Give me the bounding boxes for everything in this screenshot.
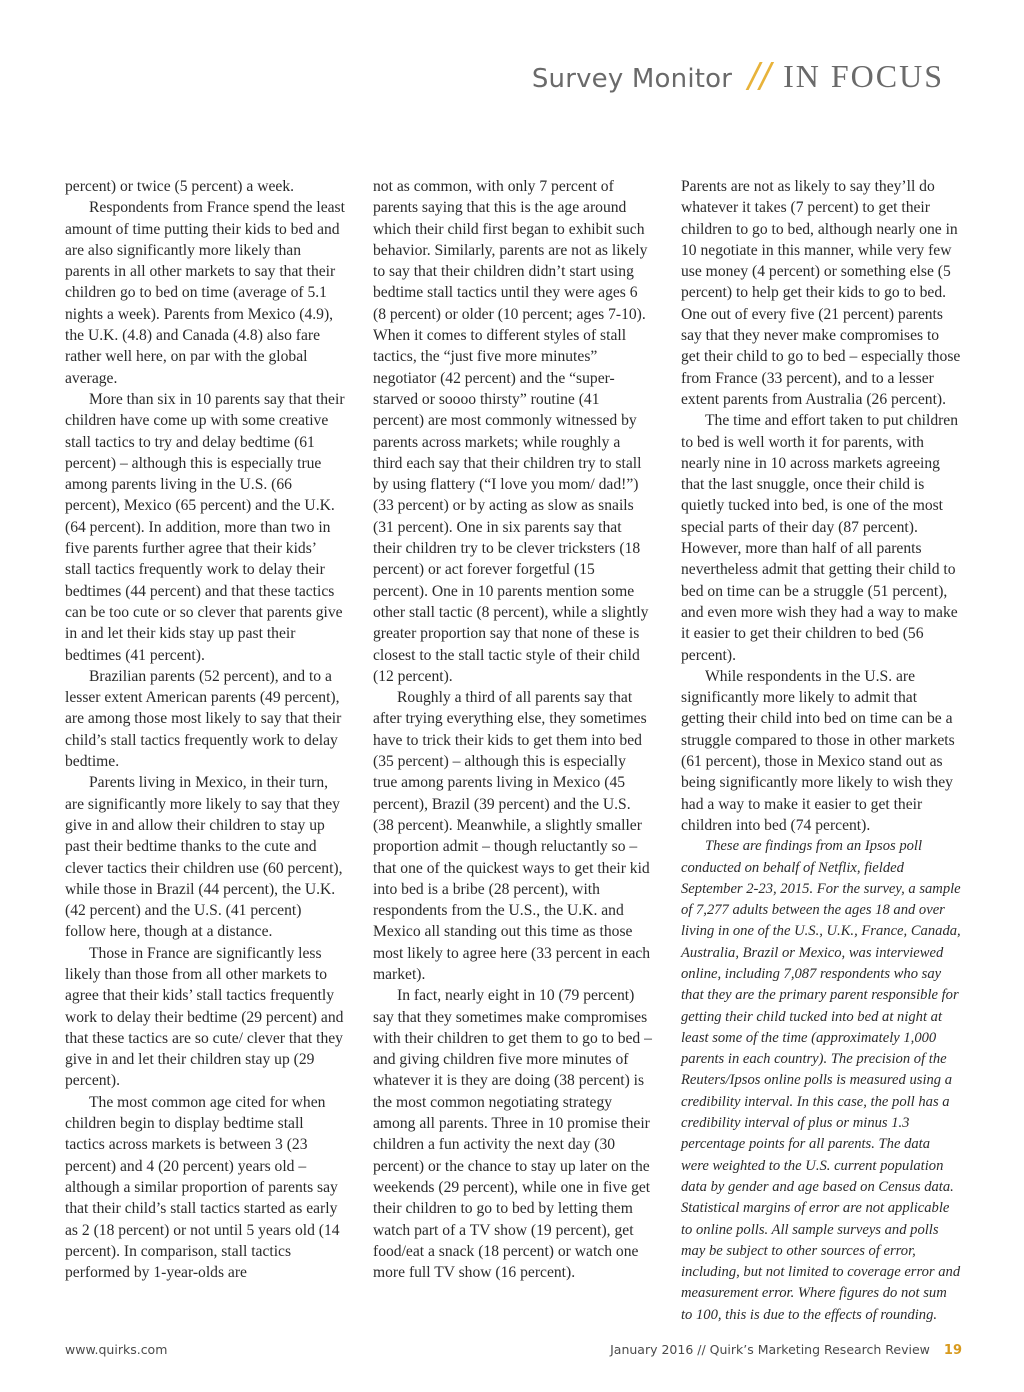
article-paragraph: Respondents from France spend the least amount of time putting their kids to bed and are also significantly more likely than parents in all other markets to say that their children go to bed on time (average of 5.1 nights a week). Parents from Mexico (4.9), the U.K. (4.8) and Canada (4.8) also fare rather well here, on par with the global average. (65, 199, 345, 387)
page-footer (65, 1342, 962, 1358)
article-paragraph: Roughly a third of all parents say that after trying everything else, they sometimes have to trick their kids to get them into bed (35 percent) – although this is especially true among parents living in Mexico (45 percent), Brazil (39 percent) and the U.S. (38 percent). Meanwhile, a slightly smaller proportion admit – though reluctantly so – that one of the quickest ways to get their kid into bed is a bribe (28 percent), with respondents from the U.S., the U.K. and Mexico all standing out this time as those most likely to agree here (33 percent in each market). (373, 689, 651, 983)
article-column-3 (681, 176, 961, 1326)
article-paragraph: More than six in 10 parents say that their children have come up with some creative stall tactics to try and delay bedtime (61 percent) – although this is especially true among parents living in the U.S. (66 percent), Mexico (65 percent) and the U.K. (64 percent). In addition, more than two in five parents further agree that their kids’ stall tactics frequently work to delay their bedtimes (44 percent) and that these tactics can be too cute or so clever that parents give in and let their kids stay up past their bedtimes (41 percent). (65, 390, 345, 664)
header-separator: // (748, 56, 772, 96)
article-paragraph: Brazilian parents (52 percent), and to a lesser extent American parents (49 percent), are among those most likely to say that their child’s stall tactics frequently work to delay bedtime. (65, 667, 342, 771)
article-paragraph: Those in France are significantly less likely than those from all other markets to agree that their kids’ stall tactics frequently work to delay their bedtime (29 percent) and that these tactics are so cute/ clever that they give in and let their children stay up (29 percent). (65, 944, 344, 1090)
article-paragraph: Parents are not as likely to say they’ll do whatever it takes (7 percent) to get their children to go to bed, although nearly one in 10 negotiate in this manner, while very few use money (4 percent) or something else (5 percent) to help get their kids to go to bed. One out of every five (21 percent) parents say that they never make compromises to get their child to go to bed – especially those from France (33 percent), and to a lesser extent parents from Australia (26 percent). (681, 178, 961, 408)
section-name: Survey Monitor (531, 64, 733, 94)
methodology-note: These are findings from an Ipsos poll conducted on behalf of Netflix, fielded September 2-23, 2015. For the survey, a sample of 7,277 adults between the ages 18 and over living in one of the U.S., U.K., France, Canada, Australia, Brazil or Mexico, was interviewed online, including 7,087 respondents who say that they are the primary parent responsible for getting their child tucked into bed at night at least some of the time (approximately 1,000 parents in each country). The precision of the Reuters/Ipsos online polls is measured using a credibility interval. In this case, the poll has a credibility interval of plus or minus 1.3 percentage points for all parents. The data were weighted to the U.S. current population data by gender and age based on Census data. Statistical margins of error are not applicable to online polls. All sample surveys and polls may be subject to other sources of error, including, but not limited to coverage error and measurement error. Where figures do not sum to 100, this is due to the effects of rounding. (681, 838, 961, 1323)
article-paragraph: The most common age cited for when children begin to display bedtime stall tactics across markets is between 3 (23 percent) and 4 (20 percent) years old – although a similar proportion of parents say that their child’s stall tactics started as early as 2 (18 percent) or not until 5 years old (14 percent). In comparison, stall tactics performed by 1-year-olds are (65, 1093, 340, 1282)
article-paragraph: In fact, nearly eight in 10 (79 percent) say that they sometimes make compromises with their children to get them to go to bed – and giving children five more minutes of whatever it is they are doing (38 percent) is the most common negotiating strategy among all parents. Three in 10 promise their children a fun activity the next day (30 percent) or the chance to stay up later on the weekends (29 percent), while one in five get their children to go to bed by letting them watch part of a TV show (19 percent), get food/eat a snack (18 percent) or watch one more full TV show (16 percent). (373, 987, 652, 1282)
article-paragraph: Parents living in Mexico, in their turn, are significantly more likely to say that they give in and allow their children to stay up past their bedtime thanks to the cute and clever tactics their children use (60 percent), while those in Brazil (44 percent), the U.K. (42 percent) and the U.S. (41 percent) follow here, though at a distance. (65, 774, 343, 941)
article-paragraph: percent) or twice (5 percent) a week. (65, 178, 295, 195)
page-header (532, 56, 944, 96)
footer-url[interactable]: www.quirks.com (65, 1342, 168, 1357)
footer-issue: January 2016 // Quirk’s Marketing Research Review (610, 1342, 930, 1357)
article-paragraph: The time and effort taken to put children to bed is well worth it for parents, with nearly nine in 10 across markets agreeing that the last snuggle, once their child is quietly tucked into bed, is one of the most special parts of their day (87 percent). However, more than half of all parents nevertheless admit that getting their child to bed on time can be a struggle (51 percent), and even more wish they had a way to make it easier to get their children to bed (56 percent). (681, 412, 959, 664)
article-paragraph: not as common, with only 7 percent of parents saying that this is the age around which their child first began to exhibit such behavior. Similarly, parents are not as likely to say that their children didn’t start using bedtime stall tactics until they were ages 6 (8 percent) or older (10 percent; ages 7-10). When it comes to different styles of stall tactics, the “just five more minutes” negotiator (42 percent) and the “super-starved or soooo thirsty” routine (41 percent) are most commonly witnessed by parents across markets; while roughly a third each say that their children try to stall by using flattery (“I love you mom/ dad!”) (33 percent) or by acting as slow as snails (31 percent). One in six parents say that their children try to be clever tricksters (18 percent) or act forever forgetful (15 percent). One in 10 parents mention some other stall tactic (8 percent), while a slightly greater proportion say that none of these is closest to the stall tactic style of their child (12 percent). (373, 178, 649, 685)
footer-issue-info (610, 1342, 962, 1358)
article-paragraph: While respondents in the U.S. are significantly more likely to admit that getting their child into bed on time can be a struggle compared to those in other markets (61 percent), those in Mexico stand out as being significantly more likely to wish they had a way to make it easier to get their children into bed (74 percent). (681, 667, 955, 834)
article-column-2 (373, 176, 653, 1283)
section-title: IN FOCUS (783, 58, 944, 94)
page-number: 19 (943, 1343, 962, 1358)
article-column-1 (65, 176, 345, 1283)
